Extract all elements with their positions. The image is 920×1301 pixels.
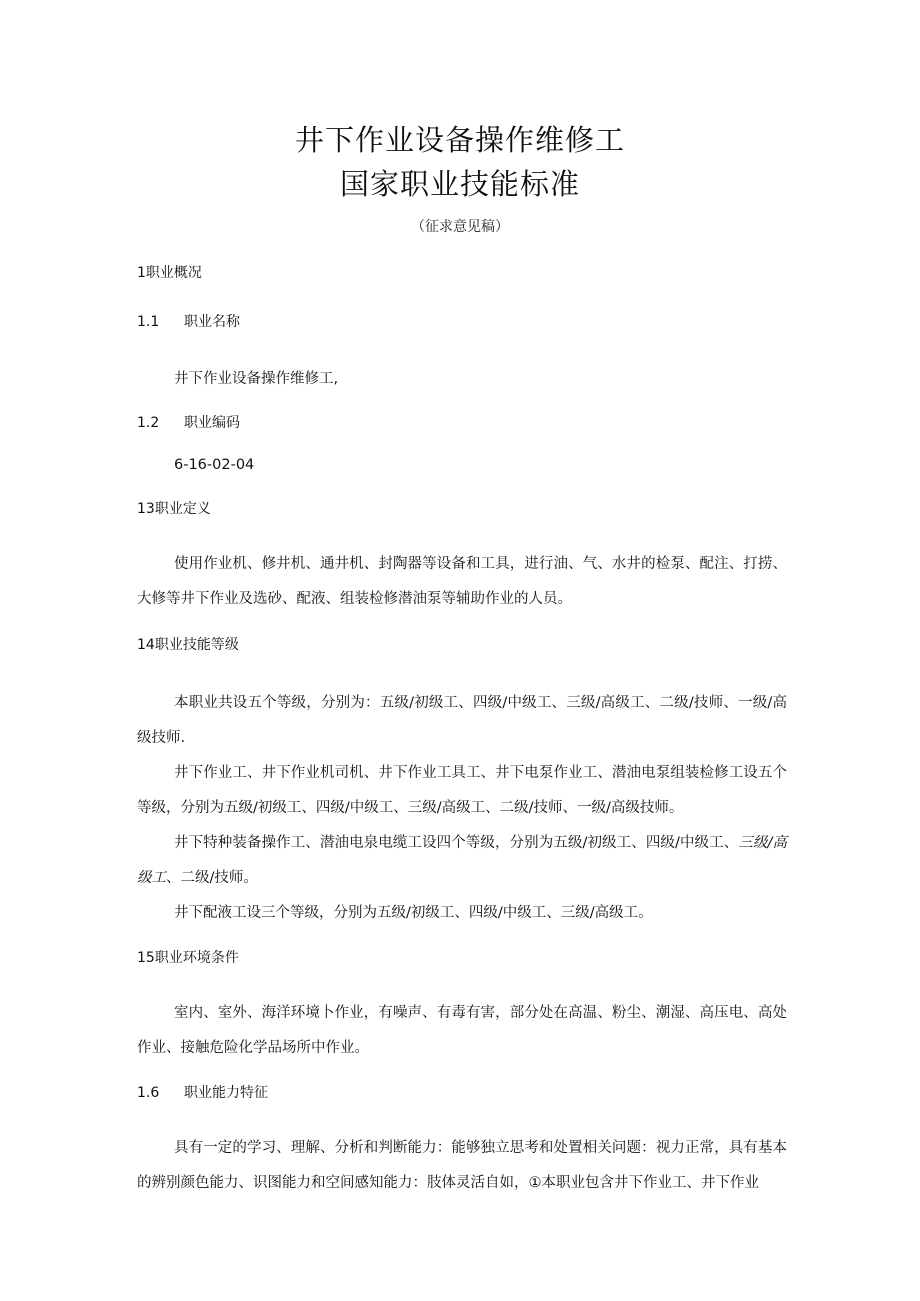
section-number: 1 xyxy=(137,265,146,281)
section-1-6-text: 具有一定的学习、理解、分析和判断能力：能够独立思考和处置相关问题：视力正常，具有基本的辨别颜色能力、识图能力和空间感知能力：肢体灵活自如，①本职业包含井下作业工、井下作业 xyxy=(137,1140,787,1191)
section-1-1-heading xyxy=(137,311,240,331)
section-title: 职业定义 xyxy=(154,501,211,517)
section-title: 职业技能等级 xyxy=(154,637,239,653)
section-number: 1.2 xyxy=(137,415,160,431)
italic-text: 三级/高级工 xyxy=(137,835,787,886)
section-number: 15 xyxy=(137,950,155,966)
section-title: 职业概况 xyxy=(145,265,202,281)
section-1-4-paragraph-2: 井下作业工、井下作业机司机、井下作业工具工、井下电泵作业工、潜油电泵组装检修工设五个等级，分别为五级/初级工、四级/中级工、三级/高级工、二级/技师、一级/高级技师。 xyxy=(137,765,787,816)
section-1-heading xyxy=(137,262,202,282)
section-number: 1.6 xyxy=(137,1085,160,1101)
section-1-4-paragraph-1: 本职业共设五个等级，分别为：五级/初级工、四级/中级工、三级/高级工、二级/技师、一级/高级技师. xyxy=(137,695,787,746)
section-1-6-heading xyxy=(137,1082,268,1102)
section-title: 职业环境条件 xyxy=(154,950,239,966)
section-title: 职业能力特征 xyxy=(184,1085,268,1101)
document-subtitle: （征求意见稿） xyxy=(411,219,509,235)
section-1-2-text: 6-16-02-04 xyxy=(174,457,255,473)
document-title-line-2: 国家职业技能标准 xyxy=(339,167,580,201)
paragraph-text: 井下特种装备操作工、潜油电泉电缆工设四个等级，分别为五级/初级工、四级/中级工、 xyxy=(174,835,739,851)
section-1-4-heading xyxy=(137,634,239,654)
section-1-2-heading xyxy=(137,412,240,432)
section-1-5-text: 室内、室外、海洋环境卜作业，有噪声、有毒有害，部分处在高温、粉尘、潮湿、高压电、高处作业、接触危险化学品场所中作业。 xyxy=(137,1005,787,1056)
section-1-4-paragraph-3 xyxy=(137,826,787,896)
section-1-5-heading xyxy=(137,947,239,967)
section-number: 14 xyxy=(137,637,155,653)
section-1-3-heading xyxy=(137,498,211,518)
section-title: 职业名称 xyxy=(184,314,240,330)
section-1-1-text: 井下作业设备操作维修工, xyxy=(174,371,339,387)
section-1-3-text: 使用作业机、修井机、通井机、封陶器等设备和工具，进行油、气、水井的检泵、配注、打捞、大修等井下作业及选砂、配液、组装检修潜油泵等辅助作业的人员。 xyxy=(137,556,787,607)
paragraph-text: 、二级/技师。 xyxy=(166,870,258,886)
section-number: 1.1 xyxy=(137,314,160,330)
section-1-4-paragraph-4: 井下配液工设三个等级，分别为五级/初级工、四级/中级工、三级/高级工。 xyxy=(174,905,653,921)
document-title-line-1: 井下作业设备操作维修工 xyxy=(294,123,625,157)
section-number: 13 xyxy=(137,501,155,517)
section-title: 职业编码 xyxy=(184,415,240,431)
